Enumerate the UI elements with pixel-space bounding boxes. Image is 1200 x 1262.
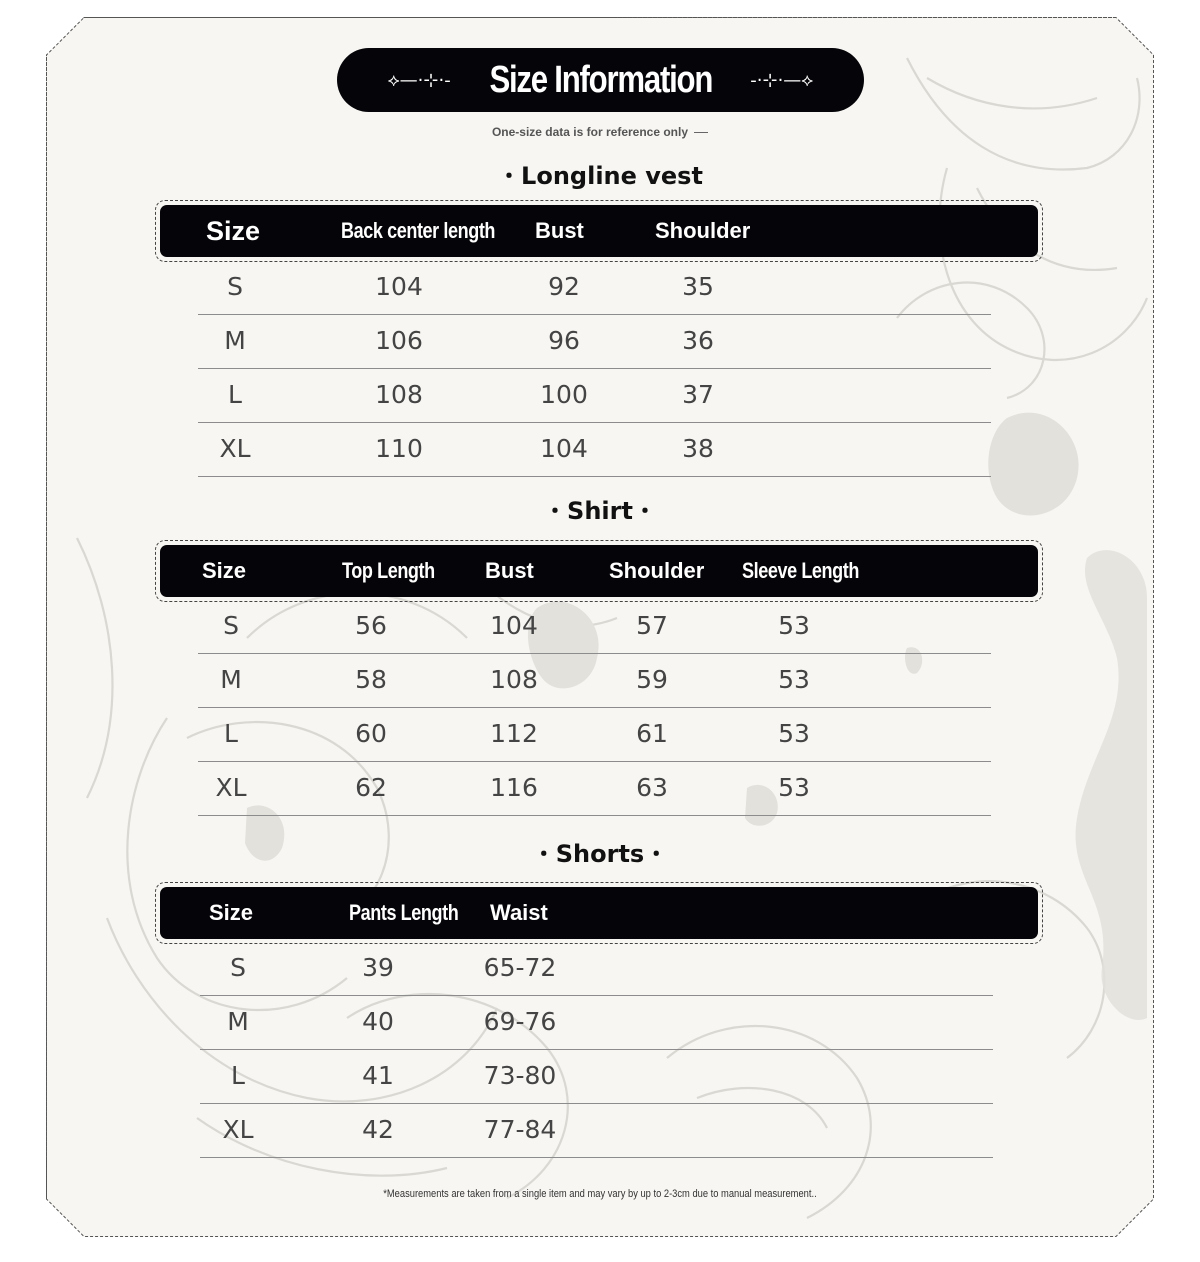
table-cell-pants-length: 41	[362, 1061, 394, 1090]
table-cell-waist: 65-72	[483, 953, 557, 982]
table-cell-sleeve-length: 53	[778, 719, 810, 748]
table-cell-bust: 96	[548, 326, 580, 355]
dash-divider	[694, 132, 708, 133]
table-cell-size: L	[231, 1061, 245, 1090]
table-cell-pants-length: 40	[362, 1007, 394, 1036]
table-row	[198, 653, 991, 708]
table-cell-size: M	[220, 665, 242, 694]
table-row	[200, 1049, 993, 1104]
right-flourish-icon: -·⊹·—⟡	[750, 69, 814, 91]
header-sleeve-length: Sleeve Length	[742, 558, 859, 583]
footnote-text: *Measurements are taken from a single item and may vary by up to 2-3cm due to manual measurement..	[383, 1188, 817, 1200]
table-cell-size: XL	[215, 773, 247, 802]
header-bust: Bust	[485, 558, 534, 583]
table-cell-top-length: 60	[355, 719, 387, 748]
table-cell-size: L	[228, 380, 242, 409]
header-size: Size	[206, 215, 261, 246]
table-cell-size: L	[224, 719, 238, 748]
header-top-length: Top Length	[342, 558, 435, 583]
title-banner	[337, 48, 864, 112]
table-cell-sleeve-length: 53	[778, 611, 810, 640]
header-waist: Waist	[490, 900, 548, 925]
table-cell-shoulder: 38	[682, 434, 714, 463]
header-bust: Bust	[535, 218, 584, 243]
measurement-footnote	[0, 1188, 1200, 1200]
table-cell-back-center-length: 110	[375, 434, 423, 463]
table-row	[200, 995, 993, 1050]
table-row	[200, 1103, 993, 1158]
header-size: Size	[209, 900, 254, 925]
table-cell-waist: 77-84	[483, 1115, 557, 1144]
table-cell-size: S	[223, 611, 239, 640]
table-row	[198, 260, 991, 315]
table-cell-top-length: 58	[355, 665, 387, 694]
table-row	[200, 941, 993, 996]
table-cell-size: M	[224, 326, 246, 355]
table-cell-shoulder: 61	[636, 719, 668, 748]
header-bar	[160, 545, 1038, 597]
table-cell-size: S	[230, 953, 246, 982]
table-cell-size: XL	[219, 434, 251, 463]
table-cell-pants-length: 42	[362, 1115, 394, 1144]
table-cell-top-length: 62	[355, 773, 387, 802]
table-row	[198, 422, 991, 477]
table-cell-shoulder: 59	[636, 665, 668, 694]
table-cell-bust: 108	[490, 665, 538, 694]
header-shoulder: Shoulder	[609, 558, 705, 583]
table-cell-bust: 104	[490, 611, 538, 640]
table-cell-bust: 100	[540, 380, 588, 409]
table-cell-size: XL	[222, 1115, 254, 1144]
header-bar	[160, 887, 1038, 939]
table-cell-pants-length: 39	[362, 953, 394, 982]
table-cell-size: M	[227, 1007, 249, 1036]
table-row	[198, 368, 991, 423]
table-row	[198, 599, 991, 654]
page-title: Size Information	[489, 58, 712, 101]
table-cell-sleeve-length: 53	[778, 665, 810, 694]
table-row	[198, 707, 991, 762]
table-cell-waist: 69-76	[483, 1007, 557, 1036]
table-cell-sleeve-length: 53	[778, 773, 810, 802]
table-cell-back-center-length: 108	[375, 380, 423, 409]
table-row	[198, 761, 991, 816]
section-title-shorts: ・Shorts・	[531, 840, 669, 868]
reference-note-text: One-size data is for reference only	[491, 125, 689, 139]
left-flourish-icon: ⟡—·⊹·-	[387, 69, 451, 91]
table-cell-bust: 112	[490, 719, 538, 748]
section-title-longline-vest: ・Longline vest	[497, 162, 703, 190]
reference-note	[0, 125, 1200, 139]
table-row	[198, 314, 991, 369]
header-bar	[160, 205, 1038, 257]
table-header-shorts	[155, 882, 1043, 944]
header-back-center-length: Back center length	[341, 218, 496, 243]
table-header-shirt	[155, 540, 1043, 602]
table-cell-shoulder: 37	[682, 380, 714, 409]
table-cell-bust: 104	[540, 434, 588, 463]
table-cell-shoulder: 35	[682, 272, 714, 301]
table-cell-shoulder: 36	[682, 326, 714, 355]
table-cell-shoulder: 63	[636, 773, 668, 802]
table-cell-bust: 116	[490, 773, 538, 802]
table-cell-back-center-length: 106	[375, 326, 423, 355]
table-cell-top-length: 56	[355, 611, 387, 640]
table-header-longline-vest	[155, 200, 1043, 262]
header-shoulder: Shoulder	[655, 218, 751, 243]
table-cell-size: S	[227, 272, 243, 301]
table-cell-bust: 92	[548, 272, 580, 301]
table-cell-waist: 73-80	[483, 1061, 557, 1090]
table-cell-shoulder: 57	[636, 611, 668, 640]
section-title-shirt: ・Shirt・	[543, 497, 657, 525]
header-size: Size	[202, 558, 247, 583]
table-cell-back-center-length: 104	[375, 272, 423, 301]
header-pants-length: Pants Length	[349, 900, 459, 925]
